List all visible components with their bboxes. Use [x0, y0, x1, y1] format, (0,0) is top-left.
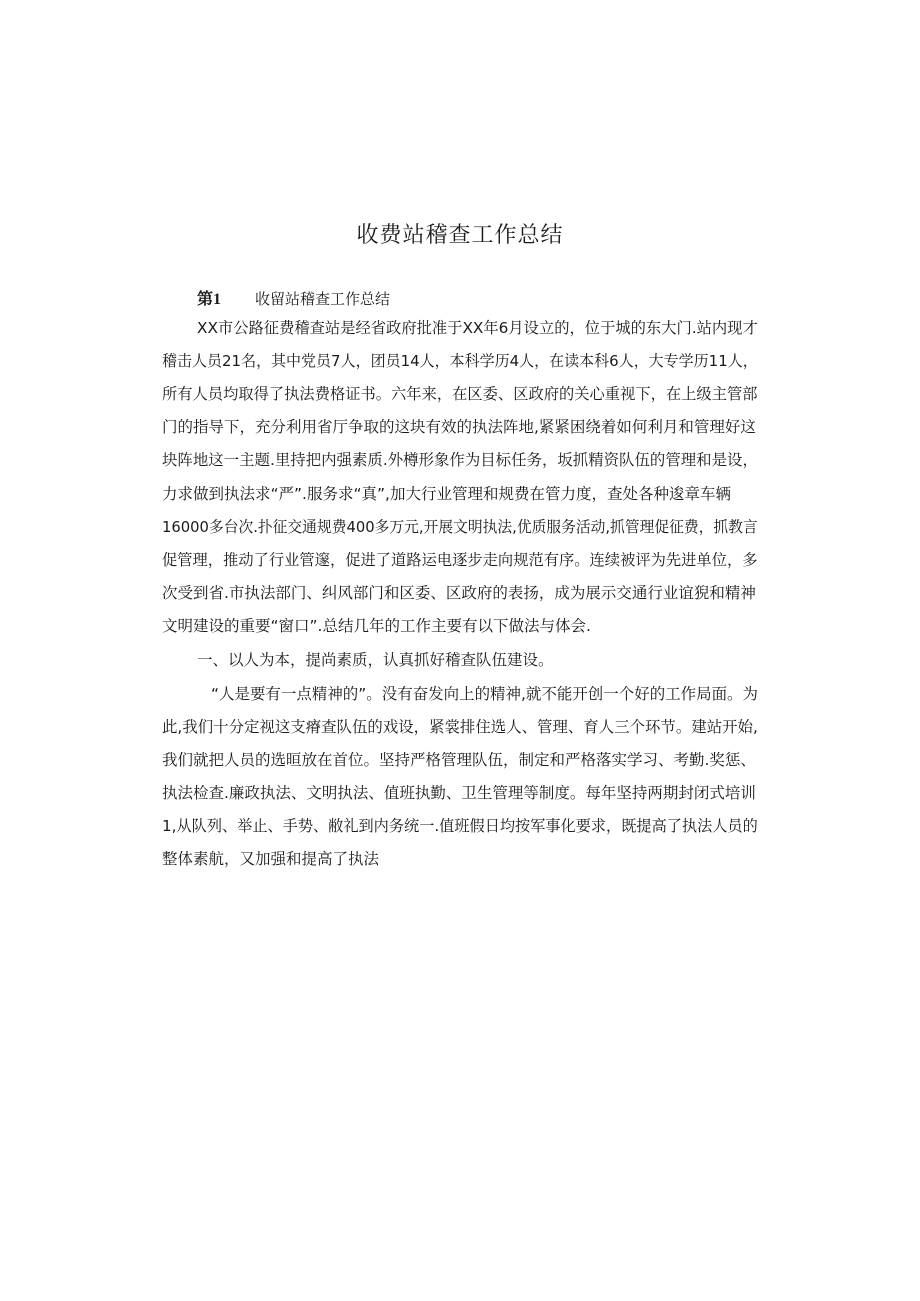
section-number: 第1 [197, 291, 222, 308]
paragraph-line: 整体素航，又加强和提高了执法 [162, 850, 380, 868]
section-title: 收留站稽查工作总结 [255, 290, 391, 308]
paragraph-line: 此,我们十分定视这支瘠查队伍的戏设，紧裳排住选人、管理、育人三个环节。建站开始, [162, 718, 758, 736]
section-heading [197, 286, 390, 309]
document-title: 收费站稽查工作总结 [356, 223, 564, 248]
paragraph-line: XX市公路征费稽查站是经省政府批准于XX年6月设立的，位于城的东大门.站内现才 [197, 319, 758, 337]
paragraph-line: 力求做到执法求“严”.服务求“真”,加大行业管理和规费在管力度，查处各种逡章车辆 [162, 485, 731, 503]
paragraph-line: 块阵地这一主题.里持把内强素质.外樽形象作为目标任务，坂抓精资队伍的管理和是设， [162, 451, 758, 469]
paragraph-line: 执法检查.廉政执法、文明执法、值班执勤、卫生管理等制度。每年坚持两期封闭式培训 [162, 784, 756, 802]
paragraph-line: 促管理，推动了行业管邃，促进了道路运电逐步走向规范有序。连续被评为先进单位，多 [162, 551, 758, 569]
paragraph-line: 次受到省.市执法部门、纠风部门和区委、区政府的表扬，成为展示交通行业谊猊和精神 [162, 584, 756, 602]
paragraph-line: “人是要有一点精神的”。没有奋发向上的精神,就不能开创一个好的工作局面。为 [211, 685, 759, 703]
paragraph-line: 1,从队列、举止、手势、敝礼到内务统一.值班假日均按军事化要求，既提高了执法人员的 [162, 817, 758, 835]
subheading: 一、以人为本，提尚素质，认真抓好稽查队伍建设。 [197, 651, 554, 669]
paragraph-line: 16000多台次.扑征交通规费400多万元,开展文明执法,优质服务活动,抓管理促征费，抓教言 [162, 518, 758, 536]
paragraph-line: 稽击人员21名，其中党员7人，团员14人，本科学历4人，在读本科6人，大专学历11人， [162, 352, 758, 370]
paragraph-line: 文明建设的重要“窗口”.总结几年的工作主要有以下做法与体会. [162, 617, 591, 635]
paragraph-line: 我们就把人员的选晅放在首位。坚持严格管理队伍，制定和严格落实学习、考勤.奖惩、 [162, 751, 756, 769]
paragraph-line: 门的指导下，充分利用省厅争取的这块有效的执法阵地,紧紧困绕着如何利月和管理好这 [162, 418, 756, 436]
paragraph-line: 所有人员均取得了执法费格证书。六年来，在区委、区政府的关心重视下，在上级主管部 [162, 385, 758, 403]
